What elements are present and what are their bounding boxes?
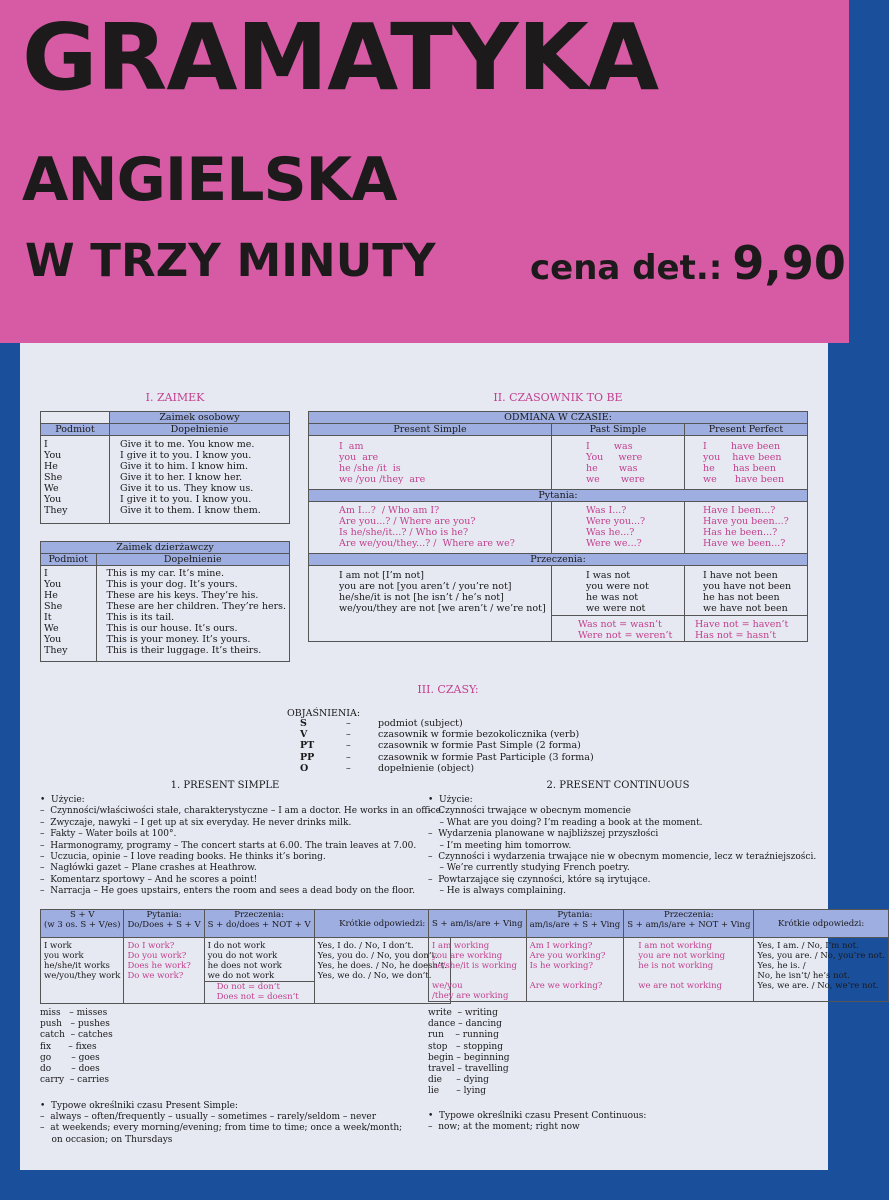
col-header: Podmiot: [41, 554, 97, 566]
object-examples: This is my car. It’s mine. This is your dog. It’s yours. These are his keys. They’re his. These are her children. They’re hers. This is its tail. This is our house. It’s ours. This is your money. It’s yours. This is their luggage. It’s theirs.: [96, 566, 289, 662]
col-header: Przeczenia: S + do/does + NOT + V: [204, 910, 314, 938]
col-header: Dopełnienie: [110, 424, 290, 436]
col-header: Present Simple: [309, 424, 552, 436]
table-present-simple: [40, 909, 451, 1004]
forms: I was You were he was we were: [552, 436, 685, 490]
table-to-be: [308, 411, 808, 642]
present-continuous-uses: • Użycie: – Czynności trwające w obecnym momencie – What are you doing? I’m reading a book at the moment. – Wydarzenia planowane w najbliższej przyszłości – I’m meeting him tomorrow. – Czynności i wydarzenia trwające nie w obecnym momencie, lecz w teraźniejszości. – We’re currently studying French poetry. – Powtarzające się czynności, które są irytujące. – He is always complaining.: [428, 795, 817, 897]
subject-list: I You He She We You They: [41, 436, 110, 524]
negatives: I am not working you are not working he is not working we are not working: [624, 938, 754, 1002]
questions: Do I work? Do you work? Does he work? Do we work?: [124, 938, 204, 1004]
legend-keys: S V PT PP O: [300, 718, 315, 774]
subject-list: I You He She It We You They: [41, 566, 97, 662]
col-header: Past Simple: [552, 424, 685, 436]
col-header: Pytania: am/is/are + S + Ving: [526, 910, 624, 938]
table-title: Zaimek osobowy: [110, 412, 290, 424]
spelling-simple: miss – misses push – pushes catch – catches fix – fixes go – goes do – does carry – carries: [40, 1008, 113, 1086]
table-title: ODMIANA W CZASIE:: [309, 412, 808, 424]
row-label: Przeczenia:: [309, 554, 808, 566]
title-line-1: GRAMATYKA: [22, 4, 659, 111]
col-header: Krótkie odpowiedzi:: [754, 910, 888, 938]
table-title: Zaimek dzierżawczy: [41, 542, 290, 554]
price-value: 9,90: [732, 236, 846, 290]
negatives: I have not been you have not been he has not been we have not been: [685, 566, 808, 616]
questions: Was I...? Were you...? Was he...? Were we...?: [552, 502, 685, 554]
time-markers-continuous: • Typowe określniki czasu Present Continuous: – now; at the moment; right now: [428, 1111, 647, 1133]
time-markers-simple: • Typowe określniki czasu Present Simple: – always – often/frequently – usually – sometimes – rarely/seldom – never – at weekends; every morning/evening; from time to time; once a week/month; on occasion; on Thursdays: [40, 1101, 403, 1145]
negatives: I was not you were not he was not we were not: [552, 566, 685, 616]
col-header: S + V (w 3 os. S + V/es): [41, 910, 124, 938]
title-line-2: ANGIELSKA: [22, 145, 397, 215]
short-answers: Yes, I am. / No, I’m not. Yes, you are. / No, you’re not. Yes, he is. / No, he isn’t/ he’s not. Yes, we are. / No, we’re not.: [754, 938, 888, 1002]
contractions: Have not = haven’t Has not = hasn’t: [685, 616, 808, 642]
price: [530, 236, 846, 290]
spelling-continuous: write – writing dance – dancing run – running stop – stopping begin – beginning travel – travelling die – dying lie – lying: [428, 1008, 510, 1097]
present-simple-title: 1. PRESENT SIMPLE: [170, 780, 280, 791]
table-personal-pronouns: [40, 411, 290, 524]
legend-dashes: – – – – –: [346, 718, 351, 774]
col-header: Przeczenia: S + am/is/are + NOT + Ving: [624, 910, 754, 938]
col-header: Present Perfect: [685, 424, 808, 436]
negatives: I do not work you do not work he does not work we do not work: [204, 938, 314, 982]
affirmative: I am working you are working he/she/it is working we/you /they are working: [429, 938, 527, 1002]
legend-descriptions: podmiot (subject) czasownik w formie bezokolicznika (verb) czasownik w formie Past Simple (2 forma) czasownik w formie Past Participle (3 forma) dopełnienie (object): [378, 718, 594, 774]
negatives: I am not [I’m not] you are not [you aren’t / you’re not] he/she/it is not [he isn’t / he’s not] we/you/they are not [we aren’t / we’re not]: [309, 566, 552, 642]
object-examples: Give it to me. You know me. I give it to you. I know you. Give it to him. I know him. Give it to her. I know her. Give it to us. They know us. I give it to you. I know you. Give it to them. I know them.: [110, 436, 290, 524]
forms: I am you are he /she /it is we /you /they are: [309, 436, 552, 490]
title-line-3: W TRZY MINUTY: [25, 234, 436, 287]
section-zaimek: I. ZAIMEK: [145, 391, 205, 404]
questions: Have I been...? Have you been...? Has he been...? Have we been...?: [685, 502, 808, 554]
legend-title: OBJAŚNIENIA:: [287, 708, 361, 719]
present-simple-uses: • Użycie: – Czynności/właściwości stałe, charakterystyczne – I am a doctor. He works in an office. – Zwyczaje, nawyki – I get up at six everyday. He never drinks milk. – Fakty – Water boils at 100°. – Harmonogramy, programy – The concert starts at 6.00. The train leaves at 7.00. – Uczucia, opinie – I love reading books. He thinks it’s boring. – Nagłówki gazet – Plane crashes at Heathrow. – Komentarz sportowy – And he scores a point! – Narracja – He goes upstairs, enters the room and sees a dead body on the floor.: [40, 795, 444, 897]
short-answers: Yes, I do. / No, I don’t. Yes, you do. / No, you don’t. Yes, he does. / No, he doesn’t. Yes, we do. / No, we don’t.: [314, 938, 450, 1004]
section-czasownik: II. CZASOWNIK TO BE: [493, 391, 623, 404]
table-possessive-pronouns: [40, 541, 290, 662]
forms: I have been you have been he has been we have been: [685, 436, 808, 490]
section-czasy: III. CZASY:: [417, 683, 479, 696]
col-header: Dopełnienie: [96, 554, 289, 566]
contractions: Was not = wasn’t Were not = weren’t: [552, 616, 685, 642]
table-present-continuous: [428, 909, 889, 1002]
col-header: S + am/is/are + Ving: [429, 910, 527, 938]
affirmative: I work you work he/she/it works we/you/they work: [41, 938, 124, 1004]
col-header: Pytania: Do/Does + S + V: [124, 910, 204, 938]
present-continuous-title: 2. PRESENT CONTINUOUS: [546, 780, 690, 791]
price-label: cena det.:: [530, 248, 723, 288]
content-panel: [20, 343, 885, 1170]
questions: Am I...? / Who am I? Are you...? / Where are you? Is he/she/it...? / Who is he? Are we/you/they...? / Where are we?: [309, 502, 552, 554]
col-header: Podmiot: [41, 424, 110, 436]
row-label: Pytania:: [309, 490, 808, 502]
header-banner: [0, 0, 849, 343]
col-header: Krótkie odpowiedzi:: [314, 910, 450, 938]
contractions: Do not = don’t Does not = doesn’t: [204, 982, 314, 1004]
questions: Am I working? Are you working? Is he working? Are we working?: [526, 938, 624, 1002]
